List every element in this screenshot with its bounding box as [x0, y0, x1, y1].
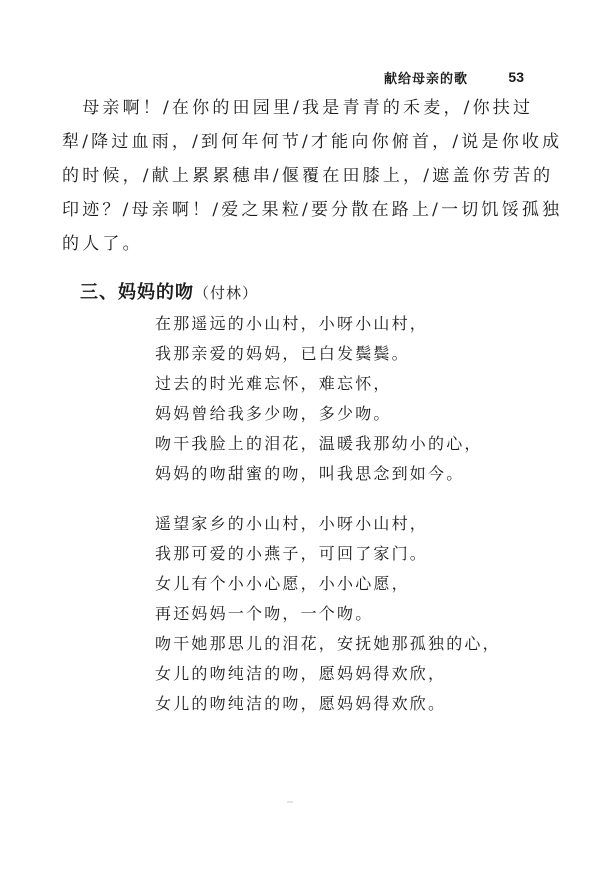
poem-line: 再还妈妈一个吻，一个吻。: [155, 604, 374, 623]
section-title: 三、妈妈的吻: [80, 282, 194, 303]
section-author: （付林）: [194, 284, 259, 302]
poem-line: 遥望家乡的小山村，小呀小山村，: [155, 514, 429, 533]
poem-line: 妈妈曾给我多少吻，多少吻。: [155, 404, 392, 423]
poem-line: 我那可爱的小燕子，可回了家门。: [155, 544, 429, 563]
poem-line: 吻干我脸上的泪花，温暖我那幼小的心，: [155, 434, 483, 453]
page-number: 53: [508, 69, 524, 85]
poem-line: 女儿的吻纯洁的吻，愿妈妈得欢欣，: [155, 664, 447, 683]
poem-line: 妈妈的吻甜蜜的吻，叫我思念到如今。: [155, 464, 465, 483]
poem-line: 我那亲爱的妈妈，已白发鬓鬓。: [155, 344, 410, 363]
running-title: 献给母亲的歌: [384, 71, 469, 87]
poem-line: 吻干她那思儿的泪花，安抚她那孤独的心，: [155, 634, 501, 653]
paragraph-line: 犁/降过血雨，/到何年何节/才能向你俯首，/说是你收成: [62, 132, 563, 152]
page-header: [384, 66, 524, 88]
paragraph-line: 的时候，/献上累累穗串/偃覆在田膝上，/遮盖你劳苦的: [62, 166, 554, 186]
poem-line: 女儿有个小小心愿，小小心愿，: [155, 574, 410, 593]
poem-line: 过去的时光难忘怀，难忘怀，: [155, 374, 392, 393]
paragraph-line: 母亲啊！/在你的田园里/我是青青的禾麦，/你扶过: [62, 98, 534, 118]
scan-artifact: [287, 801, 293, 803]
poem-line: 在那遥远的小山村，小呀小山村，: [155, 314, 429, 333]
paragraph-line: 的人了。: [62, 234, 143, 254]
paragraph-line: 印迹？/母亲啊！/爱之果粒/要分散在路上/一切饥馁孤独: [62, 200, 563, 220]
section-heading: [80, 279, 258, 307]
poem-line: 女儿的吻纯洁的吻，愿妈妈得欢欣。: [155, 694, 447, 713]
